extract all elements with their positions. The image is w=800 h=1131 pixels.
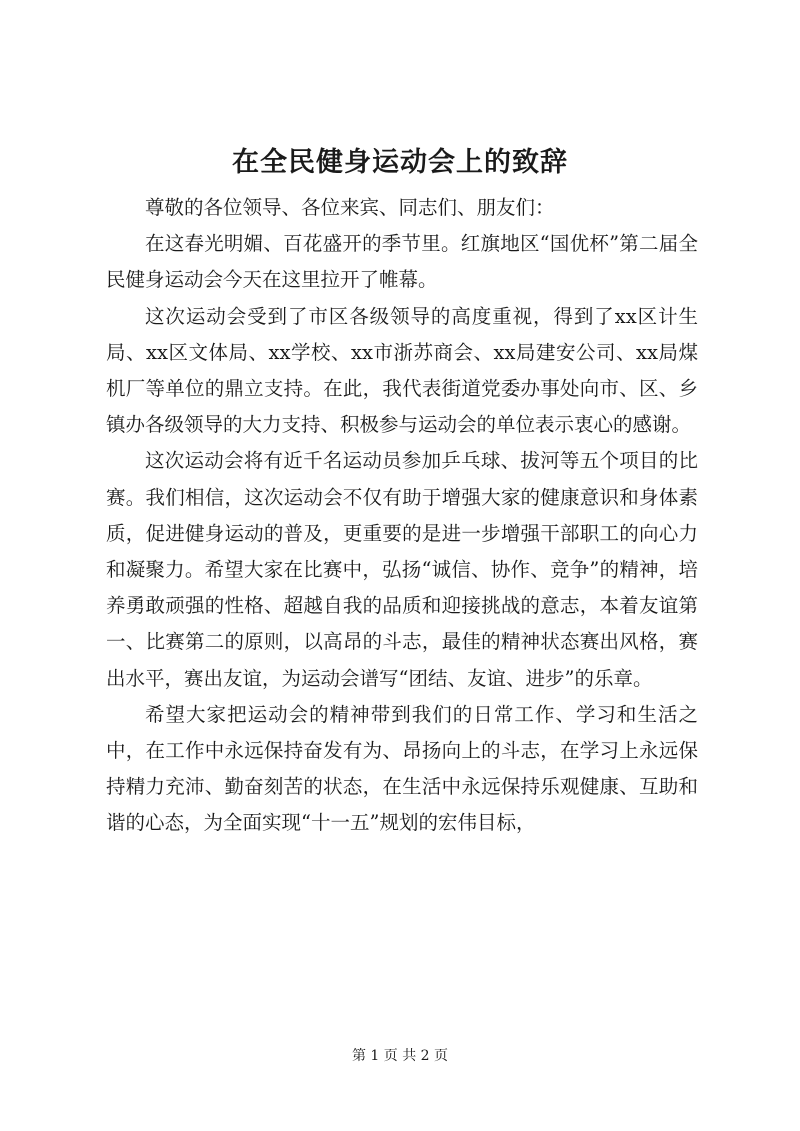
page-number-footer: 第 1 页 共 2 页 bbox=[351, 1048, 449, 1064]
body-paragraph: 希望大家把运动会的精神带到我们的日常工作、学习和生活之中，在工作中永远保持奋发有为、昂扬向上的斗志，在学习上永远保持精力充沛、勤奋刻苦的状态，在生活中永远保持乐观健康、互助和谐的心态，为全面实现“十一五”规划的宏伟目标， bbox=[106, 702, 698, 835]
body-paragraph: 这次运动会受到了市区各级领导的高度重视，得到了xx区计生局、xx区文体局、xx学校、xx市浙苏商会、xx局建安公司、xx局煤机厂等单位的鼎立支持。在此，我代表街道党委办事处向市、区、乡镇办各级领导的大力支持、积极参与运动会的单位表示衷心的感谢。 bbox=[106, 304, 698, 437]
body-paragraph: 这次运动会将有近千名运动员参加乒乓球、拔河等五个项目的比赛。我们相信，这次运动会不仅有助于增强大家的健康意识和身体素质，促进健身运动的普及，更重要的是进一步增强干部职工的向心力和凝聚力。希望大家在比赛中，弘扬“诚信、协作、竞争”的精神，培养勇敢顽强的性格、超越自我的品质和迎接挑战的意志，本着友谊第一、比赛第二的原则，以高昂的斗志，最佳的精神状态赛出风格，赛出水平，赛出友谊，为运动会谱写“团结、友谊、进步”的乐章。 bbox=[106, 449, 698, 690]
salutation-paragraph: 尊敬的各位领导、各位来宾、同志们、朋友们： bbox=[145, 196, 555, 219]
document-body bbox=[106, 190, 698, 842]
document-title: 在全民健身运动会上的致辞 bbox=[232, 147, 568, 178]
body-paragraph: 在这春光明媚、百花盛开的季节里。红旗地区“国优杯”第二届全民健身运动会今天在这里拉开了帷幕。 bbox=[106, 232, 698, 292]
